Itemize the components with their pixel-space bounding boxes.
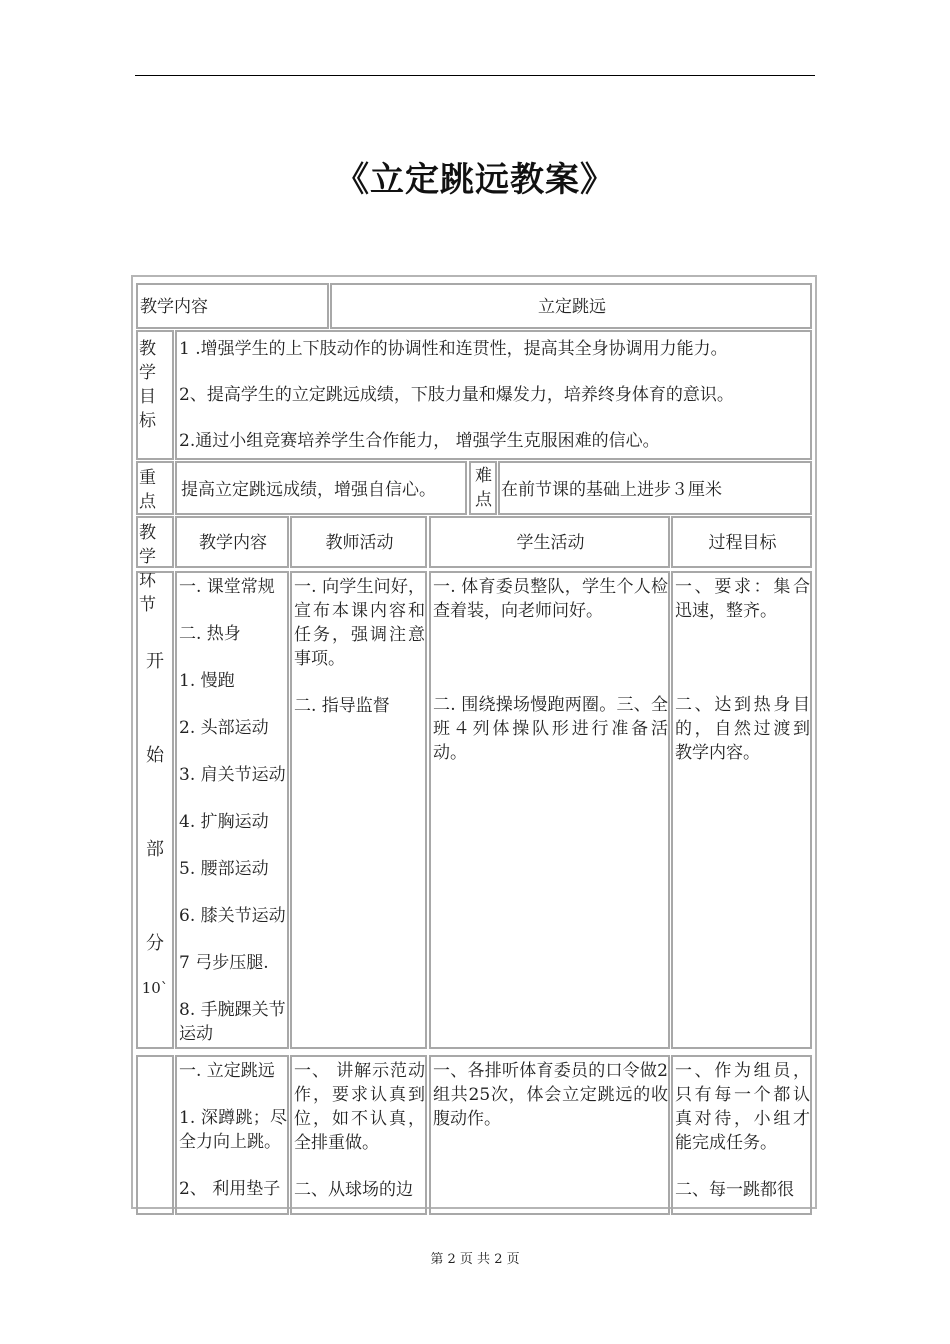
content-line: 1. 深蹲跳；尽全力向上跳。 (179, 1108, 287, 1152)
opening-teacher-cell (290, 571, 427, 1049)
content-value: 立定跳远 (538, 296, 606, 317)
content-line: 2、 利用垫子 (179, 1179, 281, 1199)
difficulty-label-cell (469, 461, 497, 515)
goal-line: 一、要求：集合迅速，整齐。 (675, 577, 810, 621)
teacher-line: 一. 向学生问好，宣布本课内容和任务，强调注意事项。 (294, 577, 425, 669)
content-line: 2. 头部运动 (179, 718, 269, 738)
opening-goal-cell (671, 571, 812, 1049)
header-rule (135, 75, 815, 76)
content-line: 6. 膝关节运动 (179, 906, 286, 926)
teacher-line: 二、从球场的边 (294, 1180, 413, 1200)
teacher-line: 二. 指导监督 (294, 696, 390, 716)
key-point-cell (175, 461, 467, 515)
content-line: 一. 课堂常规 (179, 577, 275, 597)
basic-goal-cell (671, 1055, 812, 1215)
content-line: 8. 手腕踝关节运动 (179, 1000, 286, 1044)
content-line: 7 弓步压腿. (179, 953, 269, 973)
difficulty-label: 难点 (475, 466, 492, 510)
stage-opening-cell (136, 571, 174, 1049)
student-header-cell (429, 516, 670, 568)
key-point-label: 重点 (139, 468, 156, 512)
goal-item: 2、提高学生的立定跳远成绩，下肢力量和爆发力，培养终身体育的意识。 (179, 385, 734, 405)
stage-char: 开 (146, 651, 164, 672)
stage-char: 分 (146, 933, 164, 954)
content-header-cell (175, 516, 289, 568)
teacher-header: 教师活动 (325, 532, 394, 553)
opening-content-cell (175, 571, 289, 1049)
goal-header: 过程目标 (708, 532, 777, 553)
goal-line: 一、作为组员，只有每一个都认真对待，小组才能完成任务。 (675, 1061, 810, 1153)
stage-header-cell (136, 516, 174, 615)
goal-line: 二、每一跳都很 (675, 1180, 794, 1200)
content-line: 1. 慢跑 (179, 671, 235, 691)
stage-basic-cell (136, 1055, 174, 1215)
goals-label: 教学目标 (139, 339, 156, 431)
goal-line: 二、达到热身目的，自然过渡到教学内容。 (675, 695, 810, 763)
difficulty-cell (498, 461, 812, 515)
content-line: 4. 扩胸运动 (179, 812, 269, 832)
key-point-label-cell (136, 461, 174, 515)
stage-char: 始 (146, 745, 164, 766)
content-line: 3. 肩关节运动 (179, 765, 286, 785)
student-line: 一. 体育委员整队，学生个人检查着装，向老师问好。 (433, 577, 668, 621)
content-line: 一. 立定跳远 (179, 1061, 275, 1081)
goals-cell (175, 330, 812, 460)
student-header: 学生活动 (516, 532, 585, 553)
teacher-line: 一、 讲解示范动作，要求认真到位，如不认真，全排重做。 (294, 1061, 425, 1153)
content-label: 教学内容 (140, 297, 208, 317)
student-line: 二. 围绕操场慢跑两圈。三、全班４列体操队形进行准备活动。 (433, 695, 668, 763)
content-header: 教学内容 (199, 532, 267, 553)
content-line: 二. 热身 (179, 624, 241, 644)
stage-char: 部 (146, 839, 164, 860)
basic-teacher-cell (290, 1055, 427, 1215)
key-point-text: 提高立定跳远成绩，增强自信心。 (181, 480, 436, 500)
stage-duration: 10` (141, 979, 169, 997)
lesson-plan-table (131, 275, 817, 1209)
goal-item: 2.通过小组竞赛培养学生合作能力， 增强学生克服困难的信心。 (179, 431, 660, 451)
opening-student-cell (429, 571, 670, 1049)
difficulty-text: 在前节课的基础上进步３厘米 (501, 480, 722, 500)
content-line: 5. 腰部运动 (179, 859, 269, 879)
student-line: 一、各排听体育委员的口令做2组共25次，体会立定跳远的收腹动作。 (433, 1061, 668, 1129)
page-footer: 第 2 页 共 2 页 (430, 1252, 520, 1267)
stage-header: 教学环节 (139, 523, 156, 615)
goal-item: 1 .增强学生的上下肢动作的协调性和连贯性，提高其全身协调用力能力。 (179, 339, 728, 359)
content-value-cell (330, 283, 812, 329)
content-label-cell (136, 283, 329, 329)
teacher-header-cell (290, 516, 427, 568)
goal-header-cell (671, 516, 812, 568)
goals-label-cell (136, 330, 174, 460)
basic-student-cell (429, 1055, 670, 1215)
basic-content-cell (175, 1055, 289, 1215)
document-title: 《立定跳远教案》 (335, 160, 615, 200)
